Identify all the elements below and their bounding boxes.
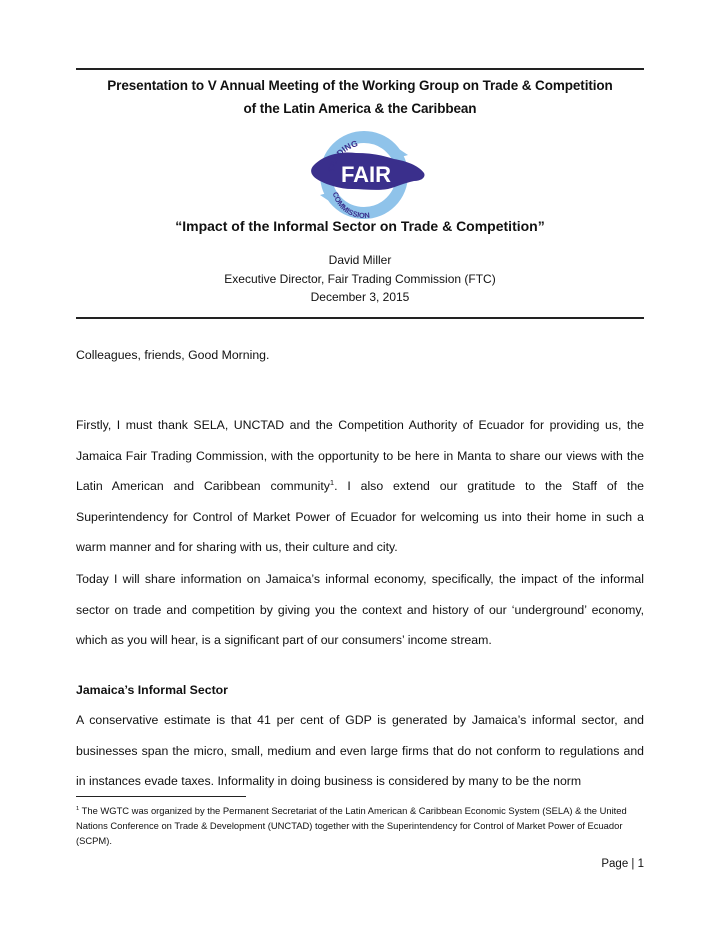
footnote-reference[interactable]: 1 [329,477,335,487]
top-rule [76,68,644,70]
logo-text-main: FAIR [340,162,392,187]
footnote-marker: 1 [76,805,80,812]
thanks-text-part-2: . I also extend our gratitude to the Staff of the Superintendency for Control of Market Power of Ecuador for welcoming us into their home in such a warm manner and for sharing with us, their culture and city. [76,479,645,554]
byline [76,251,644,307]
title-line-1: Presentation to V Annual Meeting of the Working Group on Trade & Competition [107,78,613,93]
author-position: Executive Director, Fair Trading Commission (FTC) [224,271,496,286]
title-line-2: of the Latin America & the Caribbean [243,101,477,116]
page-number: Page | 1 [601,858,644,870]
thanks-paragraph [76,410,644,563]
intro-paragraph: Today I will share information on Jamaica’s informal economy, specifically, the impact of the informal sector on trade and competition by giving you the context and history of our ‘underground’ economy, which as you will hear, is a significant part of our consumers’ income stream. [76,572,644,647]
logo-text-bottom: COMMISSION [330,190,371,221]
presentation-subtitle: “Impact of the Informal Sector on Trade & Competition” [175,218,545,234]
informal-sector-paragraph: A conservative estimate is that 41 per cent of GDP is generated by Jamaica’s informal sector, and businesses span the micro, small, medium and even large firms that do not conform to regulations and in instances evade taxes. Informality in doing business is considered by many to be the norm [76,713,644,788]
greeting-paragraph: Colleagues, friends, Good Morning. [76,348,270,362]
presentation-date: December 3, 2015 [310,290,410,304]
footnote [76,803,644,848]
logo-text-top: TRADING [325,138,359,174]
thanks-text-part-1: Firstly, I must thank SELA, UNCTAD and the Competition Authority of Ecuador for providing us, the Jamaica Fair Trading Commission, with the opportunity to be here in Manta to share our views with the Latin American and Caribbean community [76,418,644,493]
header-bottom-rule [76,317,644,319]
page-title [76,74,644,120]
footnote-separator [76,796,246,797]
footnote-text: The WGTC was organized by the Permanent Secretariat of the Latin American & Caribbean Economic System (SELA) & the United Nations Conference on Trade & Development (UNCTAD) together with the Superintendency for Control of Market Power of Ecuador (SCPM). [76,805,627,846]
section-heading: Jamaica’s Informal Sector [76,683,228,697]
fair-trading-commission-logo [296,125,432,225]
author-name: David Miller [328,253,392,267]
